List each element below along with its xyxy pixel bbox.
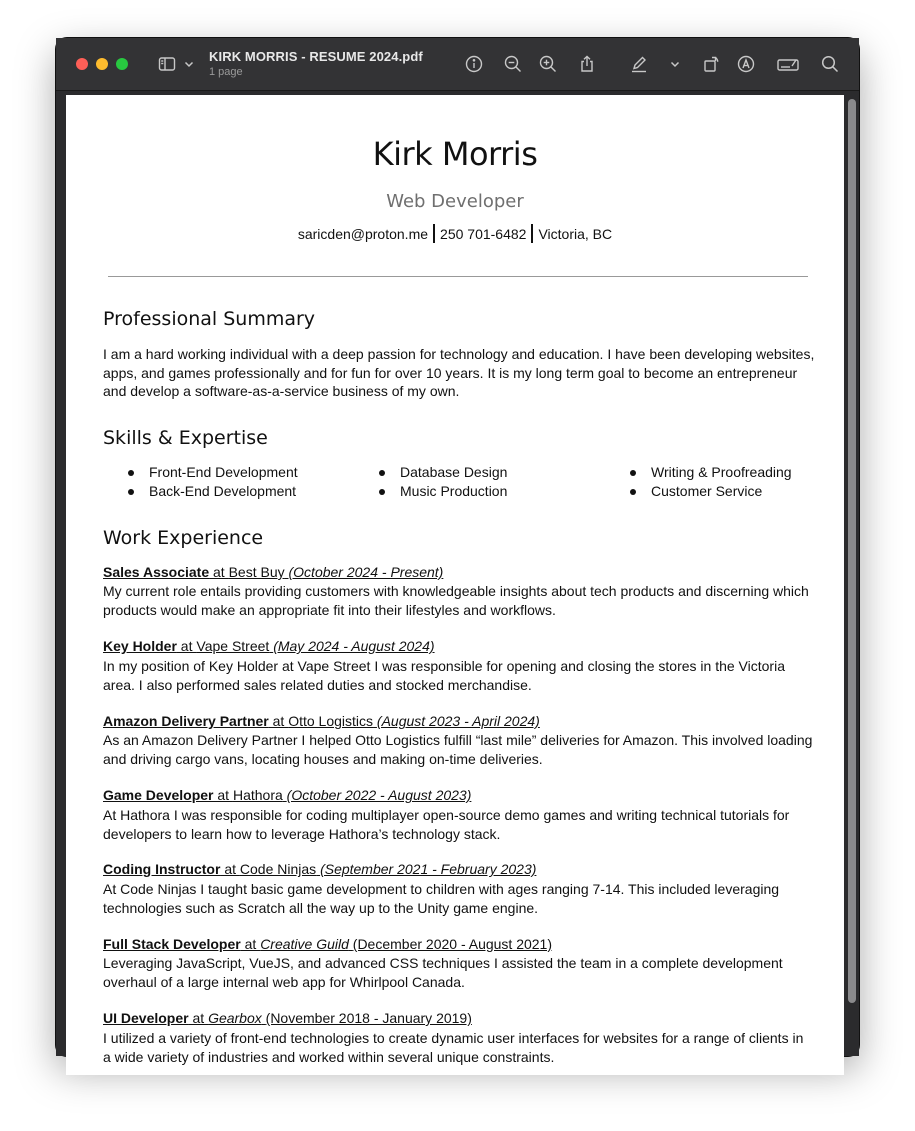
skill-item: Writing & Proofreading <box>651 464 792 480</box>
skill-item: Back-End Development <box>149 483 297 499</box>
resume-role: Web Developer <box>386 191 524 212</box>
zoom-button[interactable] <box>116 58 128 70</box>
job-dates: (September 2021 - February 2023) <box>320 861 537 877</box>
job-company: Vape Street <box>196 638 270 654</box>
contact-phone: 250 701-6482 <box>440 226 527 242</box>
titlebar <box>56 38 859 91</box>
chevron-down-icon[interactable] <box>177 52 201 76</box>
job-dates: (December 2020 - August 2021) <box>352 936 553 952</box>
job-at: at <box>220 861 240 877</box>
job-heading <box>103 936 552 952</box>
job-dates: (October 2024 - Present) <box>288 564 444 580</box>
contact-location: Victoria, BC <box>538 226 613 242</box>
close-button[interactable] <box>76 58 88 70</box>
preview-window <box>56 38 859 1065</box>
job-title: Game Developer <box>103 787 214 803</box>
job-description: In my position of Key Holder at Vape Street I was responsible for opening and closing the stores in the Victoria area. I also performed sales related duties and stocked merchandise. <box>103 658 785 693</box>
job-title: Sales Associate <box>103 564 210 580</box>
skill-item: Music Production <box>400 483 508 499</box>
job-at: at <box>268 713 289 729</box>
job-at: at <box>209 564 229 580</box>
job-company: Best Buy <box>228 564 285 580</box>
document-viewport[interactable] <box>56 91 859 1065</box>
job-company: Hathora <box>232 787 283 803</box>
job-at: at <box>176 638 197 654</box>
pdf-page <box>66 95 844 1075</box>
search-icon[interactable] <box>818 52 842 76</box>
job-description: I utilized a variety of front-end technologies to create dynamic user interfaces for websites for a range of clients in a wide variety of industries and worked within several unique constraints. <box>103 1030 804 1065</box>
job-company: Otto Logistics <box>288 713 374 729</box>
job-at: at <box>188 1010 209 1026</box>
markup-chevron-down-icon[interactable] <box>663 52 687 76</box>
summary-text: I am a hard working individual with a deep passion for technology and education. I have been developing websites, apps, and games professionally and for fun for over 10 years. It is my long term goal to become an entrepreneur and develop a software-as-a-service business of my own. <box>103 346 815 400</box>
contact-separator <box>531 224 533 243</box>
job-heading <box>103 1010 472 1026</box>
job-description: Leveraging JavaScript, VueJS, and advanced CSS techniques I assisted the team in a complete development overhaul of a large internal web app for Whirlpool Canada. <box>103 955 783 990</box>
zoom-out-icon[interactable] <box>501 52 525 76</box>
job-company: Creative Guild <box>260 936 349 952</box>
info-icon[interactable] <box>462 52 486 76</box>
job-heading <box>103 564 443 580</box>
sidebar-icon[interactable] <box>155 52 179 76</box>
work-heading: Work Experience <box>103 527 264 549</box>
summary-heading: Professional Summary <box>103 308 316 330</box>
job-title: Full Stack Developer <box>103 936 241 952</box>
contact-line <box>66 224 844 243</box>
share-icon[interactable] <box>575 52 599 76</box>
contact-email[interactable]: saricden@proton.me <box>297 226 429 242</box>
job-heading <box>103 638 435 654</box>
minimize-button[interactable] <box>96 58 108 70</box>
job-title: Amazon Delivery Partner <box>103 713 269 729</box>
job-description: My current role entails providing customers with knowledgeable insights about tech products and discerning which products would make an appropriate fit into their lifestyles and workflows. <box>103 583 809 618</box>
skill-item: Database Design <box>400 464 508 480</box>
job-description: At Hathora I was responsible for coding multiplayer open-source demo games and writing technical tutorials for developers to learn how to leverage Hathora’s technology stack. <box>103 807 790 842</box>
job-title: Key Holder <box>103 638 177 654</box>
job-at: at <box>213 787 233 803</box>
job-company: Code Ninjas <box>239 861 317 877</box>
document-title[interactable]: KIRK MORRIS - RESUME 2024.pdf <box>209 49 423 64</box>
contact-separator <box>433 224 435 243</box>
job-dates: (May 2024 - August 2024) <box>273 638 435 654</box>
job-dates: (November 2018 - January 2019) <box>265 1010 472 1026</box>
markup-circle-icon[interactable] <box>734 52 758 76</box>
skills-heading: Skills & Expertise <box>103 427 268 449</box>
job-title: UI Developer <box>103 1010 189 1026</box>
job-heading <box>103 861 536 877</box>
skill-item: Front-End Development <box>149 464 298 480</box>
job-heading <box>103 713 540 729</box>
vertical-scrollbar[interactable] <box>848 99 856 1003</box>
skill-item: Customer Service <box>651 483 763 499</box>
zoom-in-icon[interactable] <box>536 52 560 76</box>
markup-pen-icon[interactable] <box>627 52 651 76</box>
job-title: Coding Instructor <box>103 861 221 877</box>
header-divider <box>108 276 808 277</box>
redact-icon[interactable] <box>774 52 802 76</box>
job-heading <box>103 787 471 803</box>
job-at: at <box>240 936 261 952</box>
job-dates: (August 2023 - April 2024) <box>376 713 540 729</box>
job-description: As an Amazon Delivery Partner I helped Otto Logistics fulfill “last mile” deliveries for Amazon. This involved loading and driving cargo vans, locating houses and making on-time deliveries. <box>103 732 813 767</box>
resume-name: Kirk Morris <box>372 135 538 173</box>
job-company: Gearbox <box>208 1010 262 1026</box>
job-description: At Code Ninjas I taught basic game development to children with ages ranging 7-14. This included leveraging technologies such as Scratch all the way up to the Unity game engine. <box>103 881 780 916</box>
job-dates: (October 2022 - August 2023) <box>286 787 472 803</box>
rotate-icon[interactable] <box>699 52 723 76</box>
document-page-count: 1 page <box>209 66 243 78</box>
